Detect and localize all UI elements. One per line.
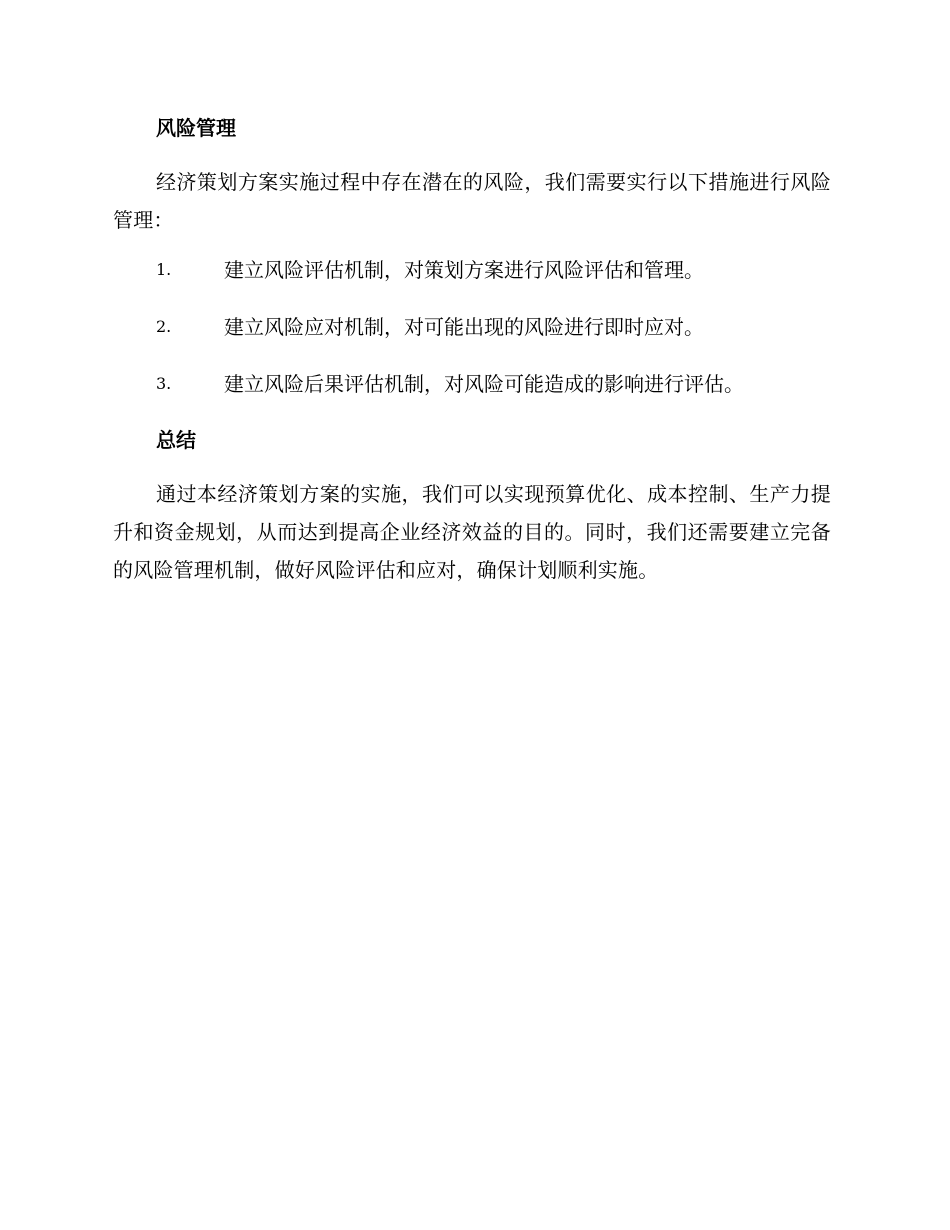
risk-measures-list (113, 251, 831, 403)
risk-management-intro-paragraph: 经济策划方案实施过程中存在潜在的风险，我们需要实行以下措施进行风险管理： (113, 170, 831, 232)
list-item-number: 1. (156, 260, 172, 279)
summary-paragraph: 通过本经济策划方案的实施，我们可以实现预算优化、成本控制、生产力提升和资金规划，从而达到提高企业经济效益的目的。同时，我们还需要建立完备的风险管理机制，做好风险评估和应对，确保计划顺利实施。 (113, 482, 831, 582)
list-item (113, 365, 831, 403)
section-heading-summary: 总结 (156, 428, 196, 452)
list-item-text: 建立风险应对机制，对可能出现的风险进行即时应对。 (224, 315, 704, 339)
section-heading-risk-management: 风险管理 (156, 116, 236, 140)
list-item-number: 2. (156, 317, 172, 336)
list-item-text: 建立风险评估机制，对策划方案进行风险评估和管理。 (224, 258, 704, 282)
list-item (113, 251, 831, 289)
list-item (113, 308, 831, 346)
document-content (113, 110, 831, 589)
list-item-number: 3. (156, 374, 172, 393)
list-item-text: 建立风险后果评估机制，对风险可能造成的影响进行评估。 (224, 372, 744, 396)
